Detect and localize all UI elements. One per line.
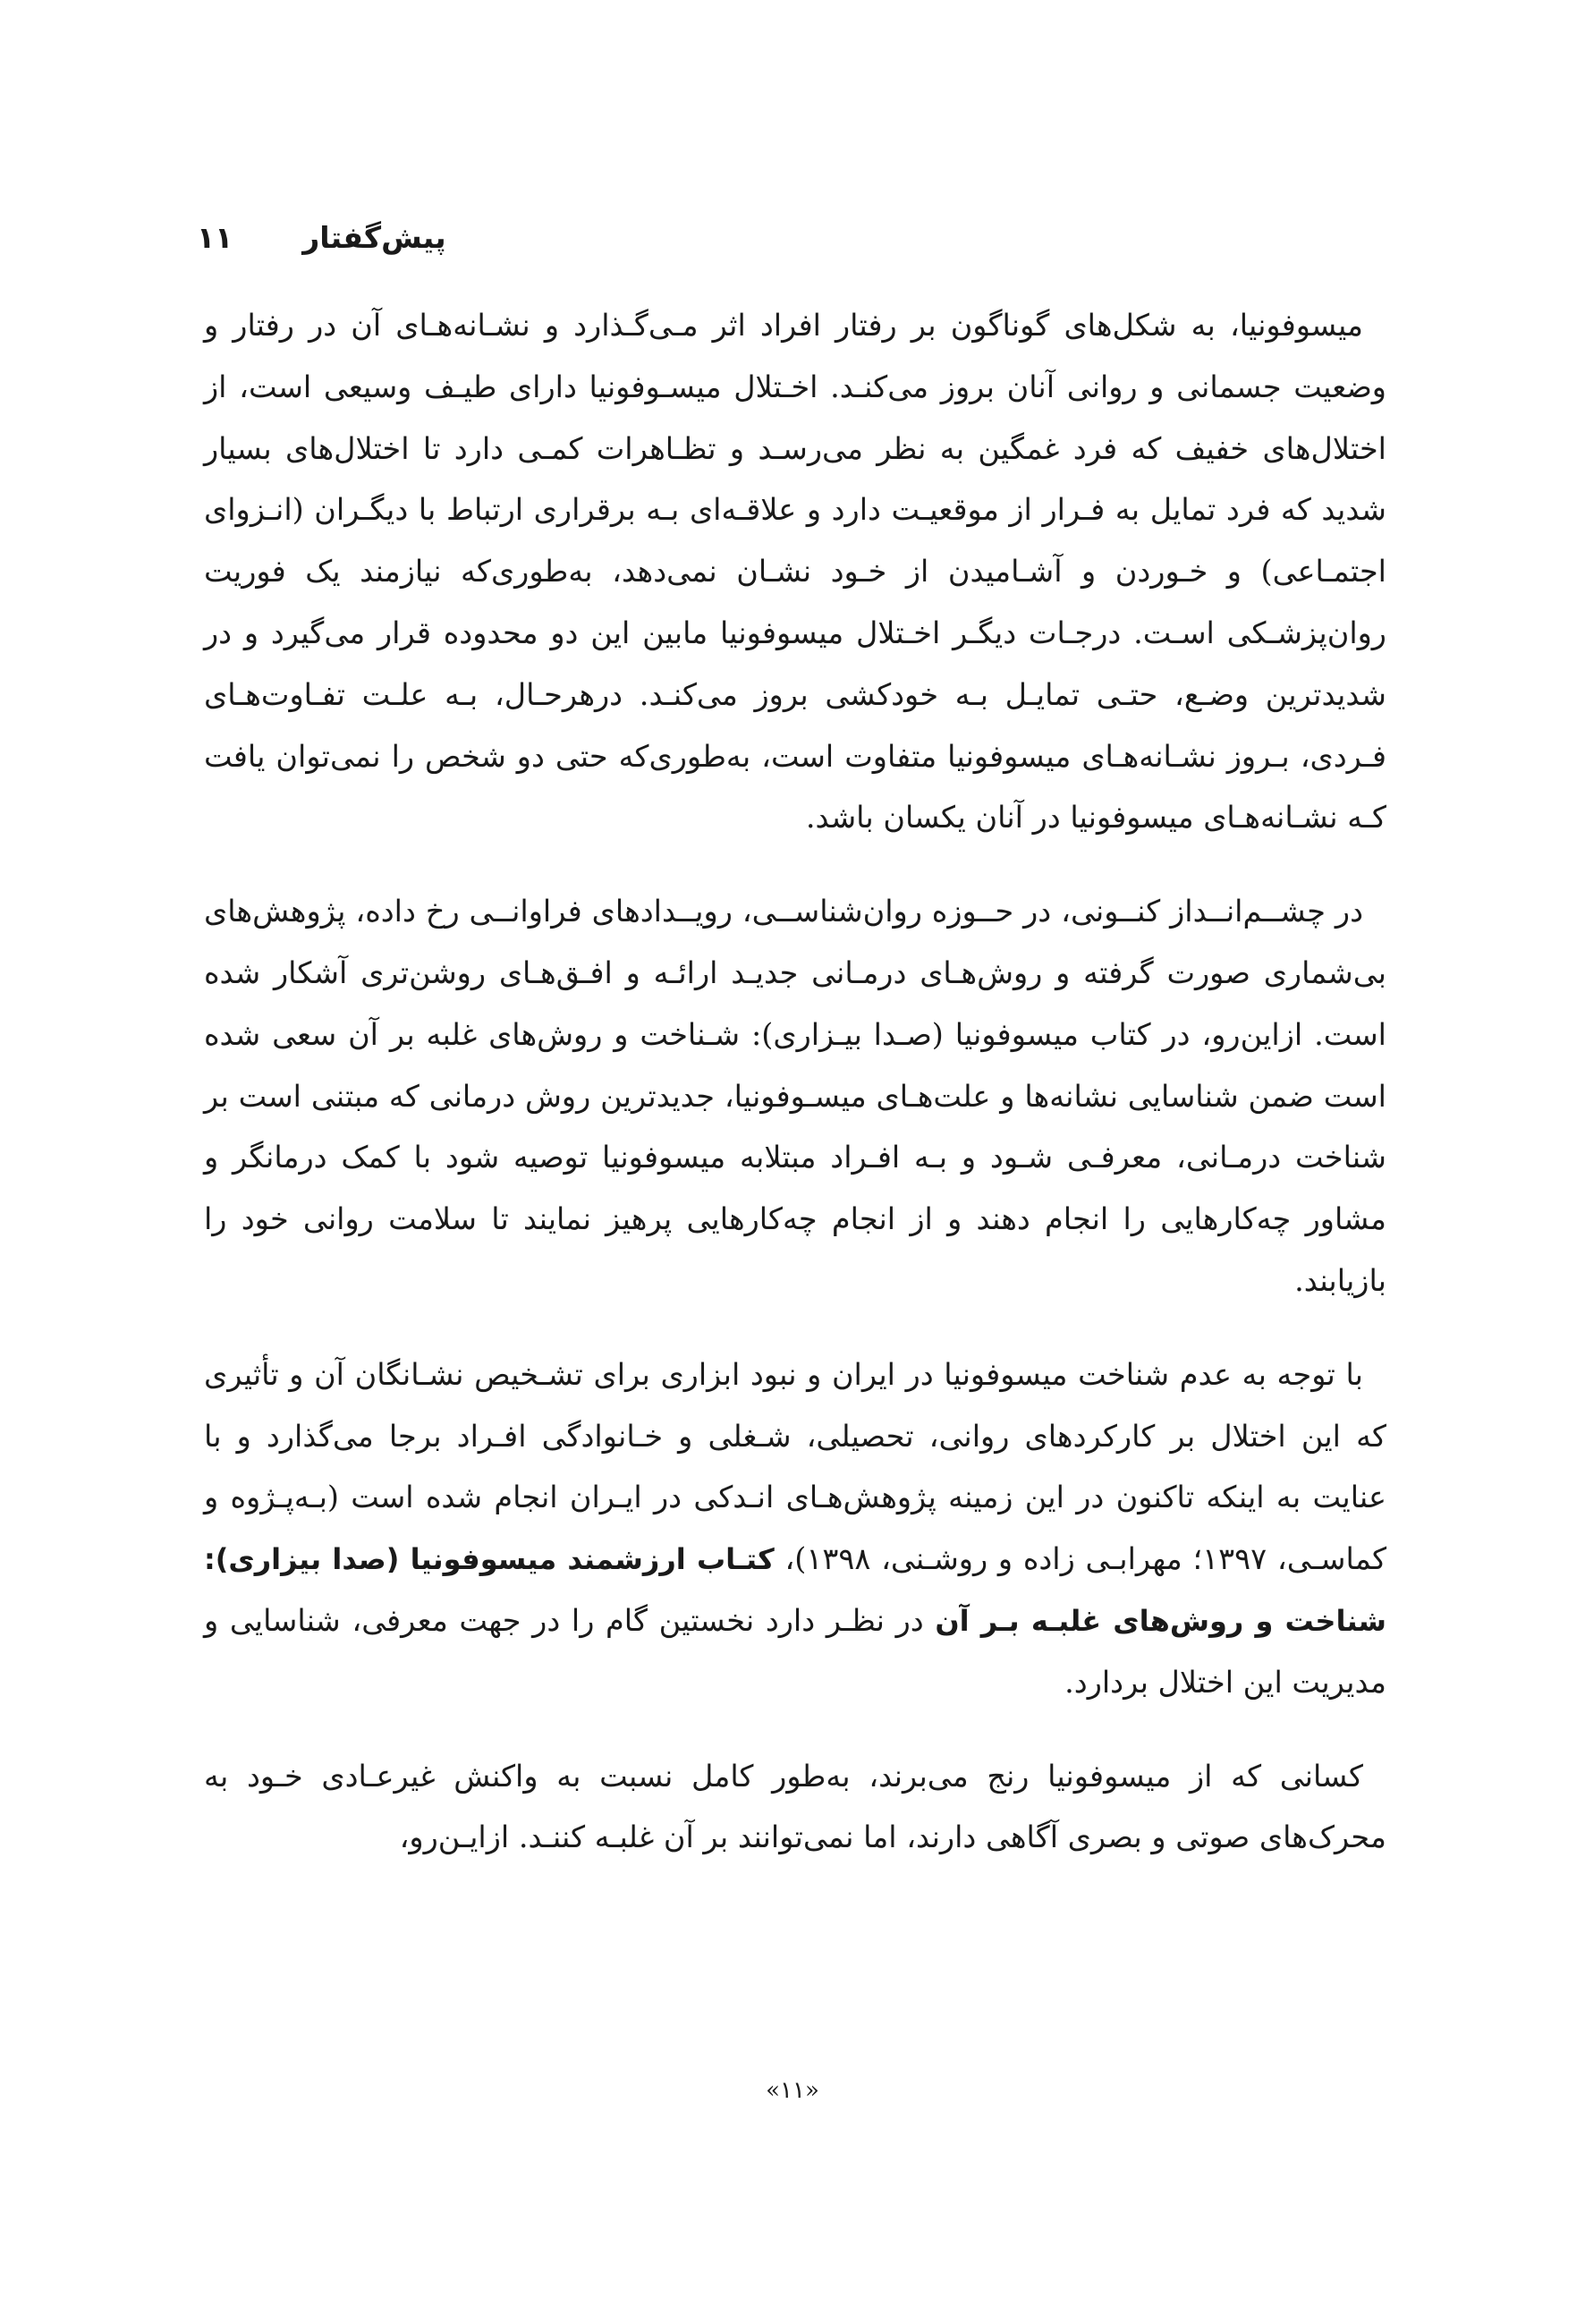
paragraph-3 (204, 1344, 1386, 1714)
body-text (204, 295, 1386, 1901)
header-chapter-title: پیش‌گفتار (302, 219, 446, 255)
paragraph-4: کسانی که از میسوفونیا رنج می‌برند، به‌طور کامل نسبت به واکنش غیرعـادی خـود به محرک‌های صوتی و بصری آگاهی دارند، اما نمی‌توانند بر آن غلبـه کننـد. ازایـن‌رو، (204, 1758, 1386, 1855)
footer-folio: «۱۱» (766, 2077, 819, 2104)
paragraph-3-text-before: با توجه به عدم شناخت میسوفونیا در ایران و نبود ابزاری برای تشـخیص نشـانگان آن و تأثیری که این اختلال بر کارکردهای روانی، تحصیلی، شـغلی و خـانوادگی افـراد برجا می‌گذارد و با عنایت به اینکه تاکنون در این زمینه پژوهش‌هـای انـدکی در ایـران انجام شده است (بـه‌پـژوه و کماسـی، ۱۳۹۷؛ مهرابـی زاده و روشـنی، ۱۳۹۸)، (204, 1356, 1387, 1577)
paragraph-3-text-after: در نظـر دارد نخستین گام را در جهت معرفی، شناسایی و مدیریت این اختلال بردارد. (204, 1602, 1386, 1700)
header-page-number: ۱۱ (197, 219, 233, 255)
running-header (197, 210, 1395, 264)
paragraph-3-bold-book-title: کتـاب ارزشمند میسوفونیا (صدا بیزاری): شناخت و روش‌های غلبـه بـر آن (204, 1542, 1386, 1638)
paragraph-2: در چشــم‌انــداز کنــونی، در حــوزه روان‌شناســی، رویــدادهای فراوانــی رخ داده، پژوهش‌های بی‌شماری صورت گرفته و روش‌هـای درمـانی جدیـد ارائـه و افـق‌هـای روشن‌تری آشکار شده است. ازاین‌رو، در کتاب میسوفونیا (صـدا بیـزاری): شـناخت و روش‌های غلبه بر آن سعی شده است ضمن شناسایی نشانه‌ها و علت‌هـای میسـوفونیا، جدیدترین روش درمانی که مبتنی است بر شناخت درمـانی، معرفـی شـود و بـه افـراد مبتلابه میسوفونیا توصیه شود با کمک درمانگر و مشاور چه‌کارهایی را انجام دهند و از انجام چه‌کارهایی پرهیز نمایند تا سلامت روانی خود را بازیابند. (204, 894, 1386, 1298)
paragraph-1: میسوفونیا، به شکل‌های گوناگون بر رفتار افراد اثر مـی‌گـذارد و نشـانه‌هـای آن در رفتار و وضعیت جسمانی و روانی آنان بروز می‌کنـد. اخـتلال میسـوفونیا دارای طیـف وسیعی است، از اختلال‌های خفیف که فرد غمگین به نظر می‌رسـد و تظـاهرات کمـی دارد تا اختلال‌های بسیار شدید که فرد تمایل به فـرار از موقعیـت دارد و علاقـه‌ای بـه برقراری ارتباط با دیگـران (انـزوای اجتمـاعی) و خـوردن و آشـامیدن از خـود نشـان نمی‌دهد، به‌طوری‌که نیازمند یک فوریت روان‌پزشـکی اسـت. درجـات دیگـر اخـتلال میسوفونیا مابین این دو محدوده قرار می‌گیرد و در شدیدترین وضـع، حتـی تمایـل بـه خودکشی بروز می‌کنـد. درهرحـال، بـه علـت تفـاوت‌هـای فـردی، بـروز نشـانه‌هـای میسوفونیا متفاوت است، به‌طوری‌که حتی دو شخص را نمی‌توان یافت کـه نشـانه‌هـای میسوفونیا در آنان یکسان باشد. (204, 308, 1387, 835)
